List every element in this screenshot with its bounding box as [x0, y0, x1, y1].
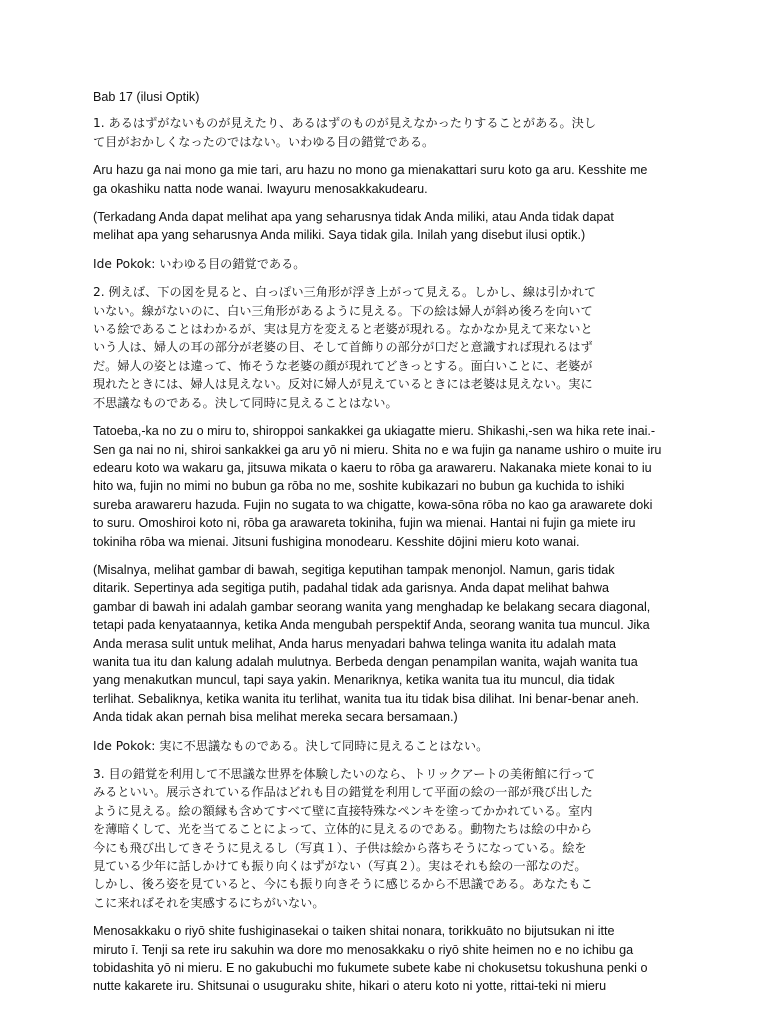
paragraph-3-romaji: Menosakkaku o riyō shite fushiginasekai o taiken shitai nonara, torikkuāto no bijutsukan ni itte miruto ī. Tenji sa rete iru sakuhin wa dore mo menosakkaku o riyō shite heimen no e no ichibu ga tobidashita yō ni mieru. E no gakubuchi mo fukumete subete kabe ni chokusetsu tokushuna penki o nutte kakarete iru. Shitsunai o usuguraku shite, hikari o ateru koto ni yotte, rittai-teki ni mieru: [93, 924, 648, 994]
paragraph-2-japanese: 2. 例えば、下の図を見ると、白っぽい三角形が浮き上がって見える。しかし、線は引かれて いない。線がないのに、白い三角形があるように見える。下の絵は婦人が斜め後ろを向いて いる絵であることはわかるが、実は見方を変えると老婆が現れる。なかなか見えて来ないと いう人は、婦人の耳の部分が老婆の目、そして首飾りの部分が口だと意識すれば現れるはず だ。婦人の姿とは違って、怖そうな老婆の顔が現れてどきっとする。面白いことに、老婆が 現れたときには、婦人は見えない。反対に婦人が見えているときには老婆は見えない。実に 不思議なものである。決して同時に見えることはない。: [93, 285, 597, 410]
paragraph-1-japanese: 1. あるはずがないものが見えたり、あるはずのものが見えなかったりすることがある。決し て目がおかしくなったのではない。いわゆる目の錯覚である。: [93, 116, 597, 149]
paragraph-3-japanese: 3. 目の錯覚を利用して不思議な世界を体験したいのなら、トリックアートの美術館に行って みるといい。展示されている作品はどれも目の錯覚を利用して平面の絵の一部が飛び出した ように見える。絵の額縁も含めてすべて壁に直接特殊なペンキを塗ってかかれている。室内 を薄暗くして、光を当てることによって、立体的に見えるのである。動物たちは絵の中から 今にも飛び出してきそうに見えるし（写真１）、子供は絵から落ちそうになっている。絵を 見ている少年に話しかけても振り向くはずがない（写真２）。実はそれも絵の一部なのだ。 しかし、後ろ姿を見ていると、今にも振り向きそうに感じるから不思議である。あなたもこ こに来ればそれを実感するにちがいない。: [93, 767, 596, 910]
chapter-title: Bab 17 (ilusi Optik): [93, 90, 200, 104]
main-idea-1: Ide Pokok: いわゆる目の錯覚である。: [93, 256, 306, 271]
paragraph-1-romaji: Aru hazu ga nai mono ga mie tari, aru hazu no mono ga mienakattari suru koto ga aru. Kesshite me ga okashiku natta node wanai. Iwayuru menosakkakudearu.: [93, 163, 648, 196]
paragraph-2-romaji: Tatoeba,-ka no zu o miru to, shiroppoi sankakkei ga ukiagatte mieru. Shikashi,-sen wa hika rete inai.- Sen ga nai no ni, shiroi sankakkei ga aru yō ni mieru. Shita no e wa fujin ga naname ushiro o muite iru edearu koto wa wakaru ga, jitsuwa mikata o kaeru to rōba ga arawareru. Nakanaka miete konai to iu hito wa, fujin no mimi no bubun ga rōba no me, soshite kubikazari no bubun ga kuchida to ishiki sureba arawareru hazuda. Fujin no sugata to wa chigatte, kowa-sōna rōba no kao ga arawarete doki to suru. Omoshiroi koto ni, rōba ga arawareta tokiniha, fujin wa mienai. Hantai ni fujin ga miete iru tokiniha rōba wa mienai. Jitsuni fushigina monodearu. Kesshite dōjini mieru koto wanai.: [93, 424, 662, 549]
main-idea-2: Ide Pokok: 実に不思議なものである。決して同時に見えることはない。: [93, 738, 489, 753]
paragraph-1-indonesian: (Terkadang Anda dapat melihat apa yang seharusnya tidak Anda miliki, atau Anda tidak dapat melihat apa yang seharusnya Anda miliki. Saya tidak gila. Inilah yang disebut ilusi optik.): [93, 210, 614, 243]
paragraph-2-indonesian: (Misalnya, melihat gambar di bawah, segitiga keputihan tampak menonjol. Namun, garis tidak ditarik. Sepertinya ada segitiga putih, padahal tidak ada garisnya. Anda dapat melihat bahwa gambar di bawah ini adalah gambar seorang wanita yang menghadap ke belakang secara diagonal, tetapi pada kenyataannya, ketika Anda mengubah perspektif Anda, seorang wanita tua muncul. Jika Anda merasa sulit untuk melihat, Anda harus menyadari bahwa telinga wanita itu adalah mata wanita tua itu dan kalung adalah mulutnya. Berbeda dengan penampilan wanita, wajah wanita tua yang menakutkan muncul, tapi saya yakin. Menariknya, ketika wanita tua itu muncul, dia tidak terlihat. Sebaliknya, ketika wanita itu terlihat, wanita tua itu tidak bisa dilihat. Ini benar-benar aneh. Anda tidak akan pernah bisa melihat mereka secara bersamaan.): [93, 562, 651, 725]
